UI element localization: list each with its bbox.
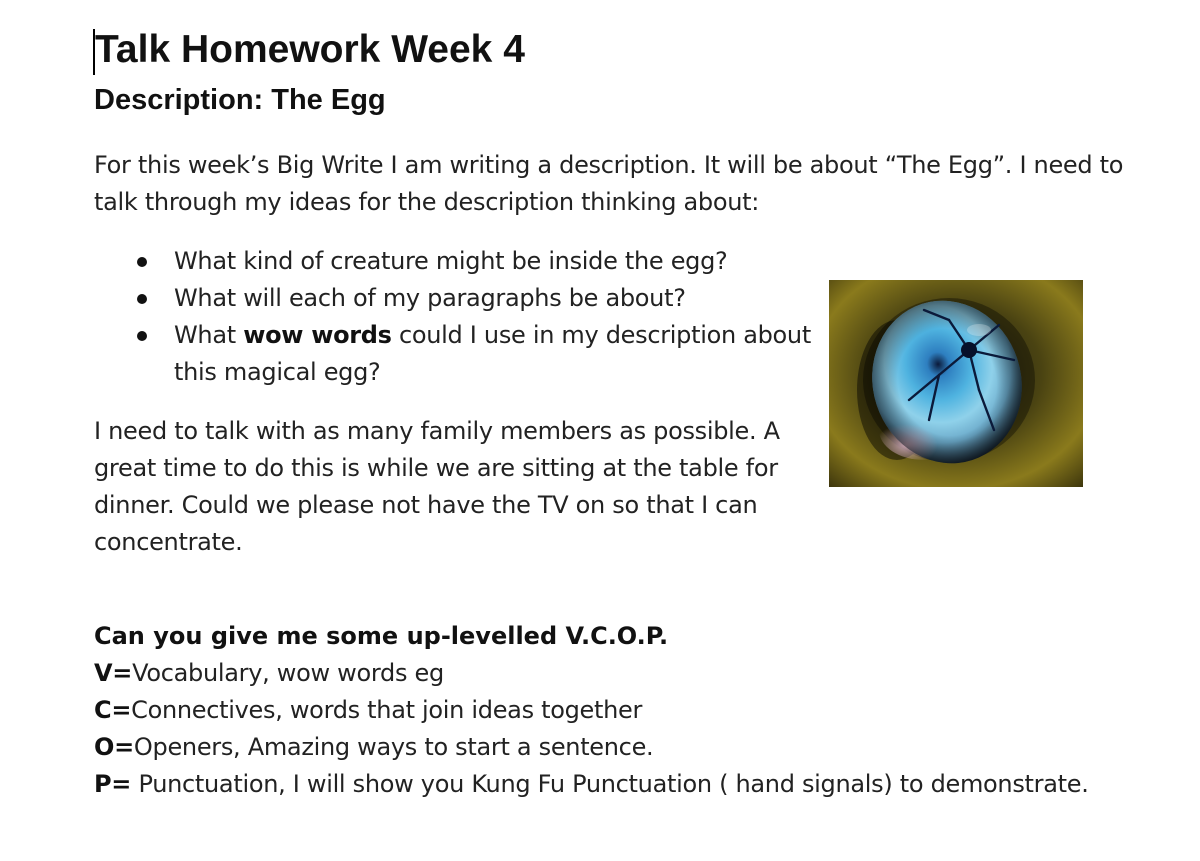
magical-egg-image <box>829 280 1083 487</box>
bullet-icon <box>137 331 147 341</box>
vcop-text: Vocabulary, wow words eg <box>132 659 444 687</box>
vcop-key: V= <box>94 659 133 687</box>
bullet-icon <box>137 257 147 267</box>
vcop-item-v <box>94 655 1134 692</box>
vcop-item-o <box>94 729 1134 766</box>
list-item-text-suffix: could I use in my description about this magical egg? <box>174 321 811 386</box>
vcop-key: O= <box>94 733 134 761</box>
family-paragraph: I need to talk with as many family members as possible. A great time to do this is while we are sitting at the table for dinner. Could we please not have the TV on so that I can concentrate. <box>94 417 780 556</box>
list-item <box>133 243 823 280</box>
document-subtitle: Description: The Egg <box>94 84 386 116</box>
vcop-section <box>94 618 1134 803</box>
list-item-text: What kind of creature might be inside the egg? <box>174 247 728 275</box>
question-list <box>133 243 823 391</box>
vcop-text: Openers, Amazing ways to start a sentence. <box>133 733 654 761</box>
intro-paragraph: For this week’s Big Write I am writing a description. It will be about “The Egg”. I need to talk through my ideas for the description thinking about: <box>94 151 1124 216</box>
list-item-text-prefix: What <box>174 321 244 349</box>
vcop-key: C= <box>94 696 132 724</box>
vcop-key: P= <box>94 770 132 798</box>
vcop-item-p <box>94 766 1134 803</box>
egg-illustration <box>829 280 1083 487</box>
vcop-heading: Can you give me some up-levelled V.C.O.P. <box>94 622 669 650</box>
bullet-icon <box>137 294 147 304</box>
list-item-text: What will each of my paragraphs be about? <box>174 284 686 312</box>
list-item <box>133 317 823 391</box>
vcop-text: Punctuation, I will show you Kung Fu Punctuation ( hand signals) to demonstrate. <box>131 770 1089 798</box>
vcop-item-c <box>94 692 1134 729</box>
vcop-text: Connectives, words that join ideas together <box>131 696 643 724</box>
list-item <box>133 280 823 317</box>
document-title: Talk Homework Week 4 <box>95 28 525 71</box>
wow-words-emphasis: wow words <box>243 321 392 349</box>
